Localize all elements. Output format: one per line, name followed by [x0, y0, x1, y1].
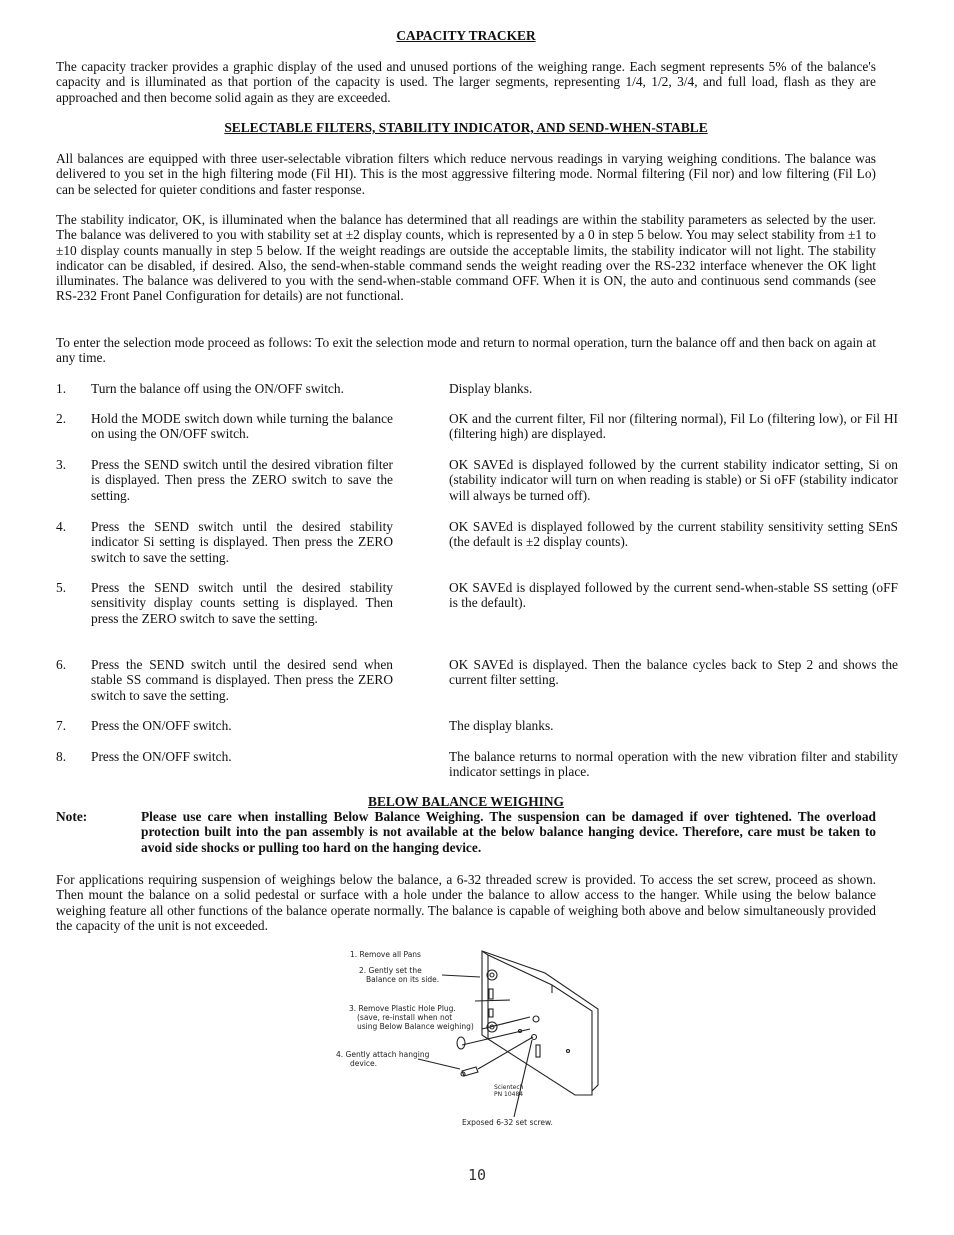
- fig-screw: Exposed 6-32 set screw.: [462, 1118, 553, 1127]
- paragraph-below: For applications requiring suspension of weighings below the balance, a 6-32 threaded screw is provided. To access the set screw, proceed as shown. Then mount the balance on a solid pedestal or surface with a hole under the balance to allow access to the hanger. While using the below balance weighing feature all other functions of the balance operate normally. The balance is capable of weighing both above and below simultaneously provided the capacity of the unit is not exceeded.: [56, 872, 876, 933]
- balance-inner-edge: [488, 955, 592, 1091]
- fig-pn: PN 10484: [494, 1091, 524, 1098]
- fig-step4b: device.: [350, 1059, 378, 1068]
- heading-below-balance: BELOW BALANCE WEIGHING: [368, 794, 564, 809]
- step-number: 8.: [56, 749, 67, 764]
- paragraph-filters-1: All balances are equipped with three user-selectable vibration filters which reduce nervous readings in varying weighing conditions. The balance was delivered to you set in the high filtering mode (Fil HI). This is the most aggressive filtering mode. Normal filtering (Fil nor) and low filtering (Fil Lo) can be selected for quieter conditions and faster response.: [56, 151, 876, 197]
- step-number: 6.: [56, 657, 67, 672]
- balance-body-outline: [482, 951, 598, 1095]
- step-action: Press the SEND switch until the desired send when stable SS command is displayed. Then press the ZERO switch to save the setting.: [91, 657, 393, 703]
- step-number: 5.: [56, 580, 67, 595]
- fig-step2b: Balance on its side.: [366, 975, 440, 984]
- step-result: The display blanks.: [449, 718, 554, 733]
- hole-plug-icon: [533, 1016, 539, 1022]
- step-action: Press the SEND switch until the desired stability indicator Si setting is displayed. Then press the ZERO switch to save the setting.: [91, 519, 393, 565]
- fig-step3a: 3. Remove Plastic Hole Plug.: [349, 1004, 456, 1013]
- step-action: Hold the MODE switch down while turning the balance on using the ON/OFF switch.: [91, 411, 393, 442]
- fig-step3c: using Below Balance weighing): [357, 1022, 474, 1031]
- diagram-svg: [330, 945, 610, 1130]
- step-number: 2.: [56, 411, 67, 426]
- paragraph-filters-3: To enter the selection mode proceed as follows: To exit the selection mode and return to normal operation, turn the balance off and then back on again at any time.: [56, 335, 876, 366]
- fig-step4a: 4. Gently attach hanging: [336, 1050, 430, 1059]
- step-action: Turn the balance off using the ON/OFF switch.: [91, 381, 344, 396]
- step-result: OK SAVEd is displayed. Then the balance cycles back to Step 2 and shows the current filter setting.: [449, 657, 898, 688]
- step-result: The balance returns to normal operation with the new vibration filter and stability indicator settings in place.: [449, 749, 898, 780]
- fig-step3b: (save, re-install when not: [357, 1013, 453, 1022]
- step-result: OK SAVEd is displayed followed by the current send-when-stable SS setting (oFF is the default).: [449, 580, 898, 611]
- step-action: Press the SEND switch until the desired vibration filter is displayed. Then press the ZERO switch to save the setting.: [91, 457, 393, 503]
- fig-step2a: 2. Gently set the: [359, 966, 422, 975]
- note-text: Please use care when installing Below Balance Weighing. The suspension can be damaged if over tightened. The overload protection built into the pan assembly is not available at the below balance hanging device. Therefore, care must be taken to avoid side shocks or pulling too hard on the hanging device.: [141, 809, 876, 855]
- below-balance-diagram: [330, 945, 610, 1130]
- step-result: OK and the current filter, Fil nor (filtering normal), Fil Lo (filtering low), or Fil HI (filtering high) are displayed.: [449, 411, 898, 442]
- step-result: OK SAVEd is displayed followed by the current stability indicator setting, Si on (stability indicator will turn on when reading is stable) or Si oFF (stability indicator will always be turned off).: [449, 457, 898, 503]
- step-result: OK SAVEd is displayed followed by the current stability sensitivity setting SEnS (the default is ±2 display counts).: [449, 519, 898, 550]
- step-number: 4.: [56, 519, 67, 534]
- removed-plug-icon: [457, 1037, 465, 1049]
- step-number: 3.: [56, 457, 67, 472]
- note-label: Note:: [56, 809, 88, 824]
- step-number: 7.: [56, 718, 67, 733]
- heading-capacity-tracker: CAPACITY TRACKER: [396, 28, 536, 43]
- step-result: Display blanks.: [449, 381, 533, 396]
- step-number: 1.: [56, 381, 67, 396]
- fig-step1: 1. Remove all Pans: [350, 950, 421, 959]
- step-action: Press the ON/OFF switch.: [91, 718, 232, 733]
- fig-brand: Scientech: [494, 1084, 524, 1091]
- step-action: Press the SEND switch until the desired stability sensitivity display counts setting is displayed. Then press the ZERO switch to save the setting.: [91, 580, 393, 626]
- page-number: 10: [467, 1166, 487, 1184]
- paragraph-filters-2: The stability indicator, OK, is illuminated when the balance has determined that all readings are within the stability parameters as selected by the user. The balance was delivered to you with stability set at ±2 display counts, which is represented by a 0 in step 5 below. You may select stability from ±1 to ±10 display counts manually in step 5 below. If the weight readings are outside the acceptable limits, the stability indicator will not light. The stability indicator can be disabled, if desired. Also, the send-when-stable command sends the weight reading over the RS-232 interface whenever the OK light illuminates. The balance was delivered to you with the send-when-stable command OFF. When it is ON, the auto and continuous send commands (see RS-232 Front Panel Configuration for details) are not functional.: [56, 212, 876, 304]
- heading-filters: SELECTABLE FILTERS, STABILITY INDICATOR, AND SEND-WHEN-STABLE: [224, 120, 708, 135]
- paragraph-capacity: The capacity tracker provides a graphic display of the used and unused portions of the weighing range. Each segment represents 5% of the balance's capacity and is illuminated as that portion of the capacity is used. The larger segments, representing 1/4, 1/2, 3/4, and full load, flash as they are approached and then become solid again as they are exceeded.: [56, 59, 876, 105]
- step-action: Press the ON/OFF switch.: [91, 749, 232, 764]
